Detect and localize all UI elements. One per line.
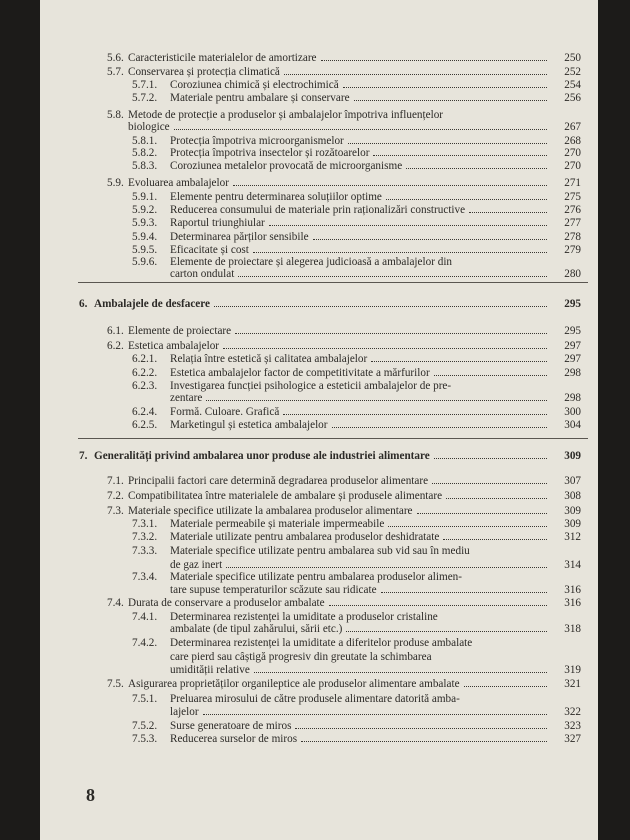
dot-leader xyxy=(388,526,547,527)
dot-leader xyxy=(174,129,547,130)
dot-leader xyxy=(469,212,547,213)
page-ref: 319 xyxy=(564,664,581,676)
dot-leader xyxy=(313,239,547,240)
dot-leader xyxy=(253,252,547,253)
section-title: Investigarea funcției psihologice a esteticii ambalajelor de pre- xyxy=(170,380,452,392)
dot-leader xyxy=(233,185,547,186)
page-ref: 252 xyxy=(564,66,581,78)
section-number: 7.3.1. xyxy=(132,518,158,530)
section-number: 6. xyxy=(79,298,88,310)
dot-leader xyxy=(434,458,547,459)
section-title: Materiale pentru ambalare și conservare xyxy=(170,92,350,104)
section-title: Materiale specifice utilizate pentru ambalarea sub vid sau în mediu xyxy=(170,545,470,557)
page-ref: 312 xyxy=(564,531,581,543)
dot-leader xyxy=(284,74,547,75)
section-number: 7.4. xyxy=(107,597,124,609)
page-ref: 314 xyxy=(564,559,581,571)
dot-leader xyxy=(371,361,547,362)
section-number: 7.5.3. xyxy=(132,733,158,745)
section-title: Materiale utilizate pentru ambalarea produselor deshidratate xyxy=(170,531,440,543)
section-number: 7.3.3. xyxy=(132,545,158,557)
dot-leader xyxy=(348,143,547,144)
page-ref: 307 xyxy=(564,475,581,487)
section-title: Evoluarea ambalajelor xyxy=(128,177,229,189)
section-title: Estetica ambalajelor factor de competitivitate a mărfurilor xyxy=(170,367,430,379)
page-ref: 322 xyxy=(564,706,581,718)
section-title: Materiale specifice utilizate pentru ambalarea produselor alimen- xyxy=(170,571,462,583)
page-ref: 309 xyxy=(564,518,581,530)
section-number: 5.9.5. xyxy=(132,244,158,256)
dot-leader xyxy=(203,714,547,715)
dot-leader xyxy=(214,306,547,307)
page-ref: 318 xyxy=(564,623,581,635)
section-number: 7.5.1. xyxy=(132,693,158,705)
section-title: Materiale permeabile și materiale impermeabile xyxy=(170,518,385,530)
page-ref: 321 xyxy=(564,678,581,690)
section-title: Principalii factori care determină degradarea produselor alimentare xyxy=(128,475,429,487)
dot-leader xyxy=(464,686,547,687)
dot-leader xyxy=(443,539,547,540)
section-number: 5.8.2. xyxy=(132,147,158,159)
section-number: 5.9.6. xyxy=(132,256,158,268)
page-ref: 270 xyxy=(564,160,581,172)
dot-leader xyxy=(346,631,547,632)
dot-leader xyxy=(254,672,547,673)
section-number: 6.2.4. xyxy=(132,406,158,418)
page-ref: 270 xyxy=(564,147,581,159)
section-number: 5.7.2. xyxy=(132,92,158,104)
page-ref: 271 xyxy=(564,177,581,189)
page-ref: 309 xyxy=(564,450,581,462)
section-number: 7.3. xyxy=(107,505,124,517)
section-number: 7.3.2. xyxy=(132,531,158,543)
dot-leader xyxy=(406,168,547,169)
page-ref: 295 xyxy=(564,325,581,337)
section-number: 7.4.1. xyxy=(132,611,158,623)
dot-leader xyxy=(386,199,547,200)
section-number: 6.2.5. xyxy=(132,419,158,431)
section-number: 7.3.4. xyxy=(132,571,158,583)
section-title: Compatibilitatea între materialele de ambalare și produsele alimentare xyxy=(128,490,443,502)
section-title: Formă. Culoare. Grafică xyxy=(170,406,280,418)
section-title: Determinarea rezistenței la umiditate a produselor cristaline xyxy=(170,611,438,623)
page-ref: 308 xyxy=(564,490,581,502)
section-number: 7.2. xyxy=(107,490,124,502)
dot-leader xyxy=(295,728,547,729)
section-title: Determinarea părților sensibile xyxy=(170,231,309,243)
section-title: tare supuse temperaturilor scăzute sau ridicate xyxy=(170,584,377,596)
section-number: 5.9.3. xyxy=(132,217,158,229)
page-ref: 297 xyxy=(564,340,581,352)
section-number: 6.2.2. xyxy=(132,367,158,379)
section-divider xyxy=(78,282,588,283)
page-ref: 297 xyxy=(564,353,581,365)
page-ref: 267 xyxy=(564,121,581,133)
dot-leader xyxy=(269,225,547,226)
page-ref: 298 xyxy=(564,392,581,404)
page-ref: 295 xyxy=(564,298,581,310)
book-page xyxy=(40,0,598,840)
page-ref: 316 xyxy=(564,597,581,609)
section-number: 6.1. xyxy=(107,325,124,337)
section-title: Raportul triunghiular xyxy=(170,217,265,229)
section-number: 6.2. xyxy=(107,340,124,352)
page-ref: 275 xyxy=(564,191,581,203)
page-ref: 278 xyxy=(564,231,581,243)
section-title: Protecția împotriva insectelor și rozătoarelor xyxy=(170,147,370,159)
section-title: Durata de conservare a produselor ambalate xyxy=(128,597,325,609)
dot-leader xyxy=(238,276,547,277)
section-title: Caracteristicile materialelor de amortizare xyxy=(128,52,317,64)
section-title: Ambalajele de desfacere xyxy=(94,298,210,310)
section-number: 5.7.1. xyxy=(132,79,158,91)
section-title: care pierd sau câștigă progresiv din greutate la schimbarea xyxy=(170,651,432,663)
section-title: Coroziunea metalelor provocată de microorganisme xyxy=(170,160,403,172)
page-number: 8 xyxy=(86,785,95,805)
page-ref: 279 xyxy=(564,244,581,256)
section-number: 5.8.3. xyxy=(132,160,158,172)
page-ref: 298 xyxy=(564,367,581,379)
section-number: 6.2.3. xyxy=(132,380,158,392)
section-number: 7. xyxy=(79,450,88,462)
section-title: Generalități privind ambalarea unor produse ale industriei alimentare xyxy=(94,450,430,462)
dot-leader xyxy=(381,592,547,593)
page-ref: 309 xyxy=(564,505,581,517)
section-title: Coroziunea chimică și electrochimică xyxy=(170,79,339,91)
page-ref: 316 xyxy=(564,584,581,596)
section-number: 7.1. xyxy=(107,475,124,487)
section-title: zentare xyxy=(170,392,203,404)
section-number: 5.9.4. xyxy=(132,231,158,243)
section-number: 7.5. xyxy=(107,678,124,690)
section-title: Marketingul și estetica ambalajelor xyxy=(170,419,328,431)
section-title: Estetica ambalajelor xyxy=(128,340,220,352)
dot-leader xyxy=(283,414,547,415)
page-ref: 277 xyxy=(564,217,581,229)
dot-leader xyxy=(332,427,548,428)
dot-leader xyxy=(226,567,547,568)
page-ref: 250 xyxy=(564,52,581,64)
section-title: Protecția împotriva microorganismelor xyxy=(170,135,344,147)
section-number: 5.9.2. xyxy=(132,204,158,216)
section-number: 7.5.2. xyxy=(132,720,158,732)
section-title: Determinarea rezistenței la umiditate a diferitelor produse ambalate xyxy=(170,637,473,649)
dot-leader xyxy=(235,333,547,334)
section-title: Surse generatoare de miros xyxy=(170,720,292,732)
section-title: lajelor xyxy=(170,706,199,718)
section-title: ambalate (de tipul zahărului, sării etc.) xyxy=(170,623,343,635)
section-number: 5.9.1. xyxy=(132,191,158,203)
page-ref: 327 xyxy=(564,733,581,745)
page-ref: 276 xyxy=(564,204,581,216)
dot-leader xyxy=(434,375,547,376)
section-title: Relația între estetică și calitatea ambalajelor xyxy=(170,353,368,365)
section-title: Reducerea consumului de materiale prin raționalizări constructive xyxy=(170,204,466,216)
section-title: umidității relative xyxy=(170,664,250,676)
section-title: Conservarea și protecția climatică xyxy=(128,66,280,78)
dot-leader xyxy=(446,498,547,499)
section-title: Eficacitate și cost xyxy=(170,244,249,256)
section-title: Materiale specifice utilizate la ambalarea produselor alimentare xyxy=(128,505,413,517)
dot-leader xyxy=(321,60,547,61)
section-title: biologice xyxy=(128,121,170,133)
dot-leader xyxy=(301,741,547,742)
section-title: Reducerea surselor de miros xyxy=(170,733,298,745)
dot-leader xyxy=(432,483,547,484)
dot-leader xyxy=(329,605,547,606)
section-number: 5.9. xyxy=(107,177,124,189)
dot-leader xyxy=(343,87,547,88)
section-number: 5.6. xyxy=(107,52,124,64)
page-ref: 256 xyxy=(564,92,581,104)
dot-leader xyxy=(354,100,547,101)
section-divider xyxy=(78,438,588,439)
page-ref: 254 xyxy=(564,79,581,91)
dot-leader xyxy=(417,513,547,514)
section-title: Asigurarea proprietăților organileptice ale produselor alimentare ambalate xyxy=(128,678,460,690)
section-title: Metode de protecție a produselor și ambalajelor împotriva influențelor xyxy=(128,109,444,121)
dot-leader xyxy=(373,155,547,156)
section-number: 6.2.1. xyxy=(132,353,158,365)
page-ref: 300 xyxy=(564,406,581,418)
section-title: Elemente de proiectare xyxy=(128,325,232,337)
dot-leader xyxy=(206,400,547,401)
page-ref: 280 xyxy=(564,268,581,280)
page-ref: 268 xyxy=(564,135,581,147)
section-title: carton ondulat xyxy=(170,268,235,280)
section-number: 5.7. xyxy=(107,66,124,78)
page-ref: 304 xyxy=(564,419,581,431)
section-number: 5.8. xyxy=(107,109,124,121)
section-title: de gaz inert xyxy=(170,559,223,571)
page-ref: 323 xyxy=(564,720,581,732)
section-title: Preluarea mirosului de către produsele alimentare datorită amba- xyxy=(170,693,460,705)
dot-leader xyxy=(223,348,547,349)
section-number: 7.4.2. xyxy=(132,637,158,649)
section-title: Elemente de proiectare și alegerea judicioasă a ambalajelor din xyxy=(170,256,453,268)
section-title: Elemente pentru determinarea soluțiilor optime xyxy=(170,191,382,203)
section-number: 5.8.1. xyxy=(132,135,158,147)
